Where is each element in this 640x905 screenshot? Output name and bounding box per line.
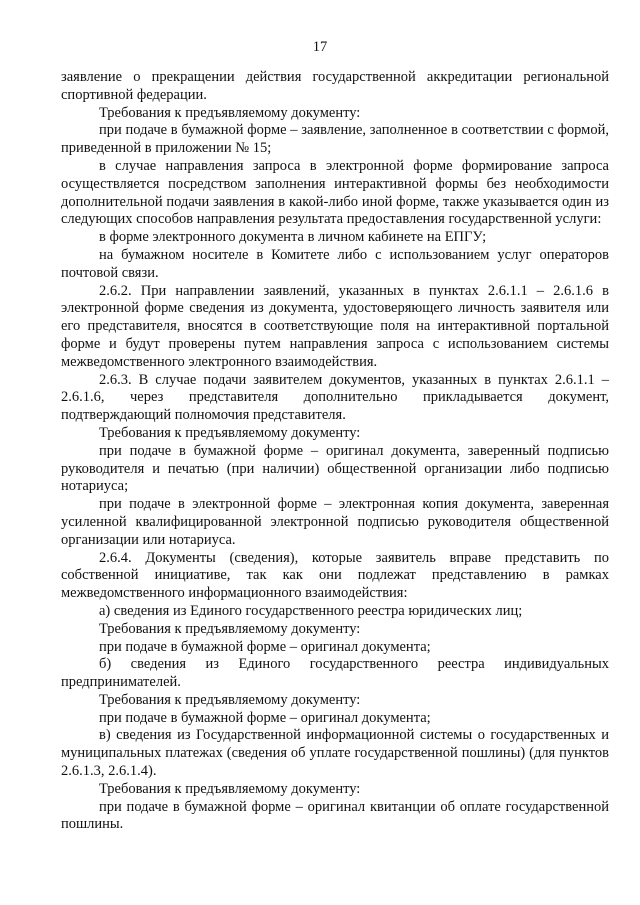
paragraph: б) сведения из Единого государственного реестра индивидуальных предпринимателей. — [61, 656, 609, 691]
paragraph: 2.6.4. Документы (сведения), которые заявитель вправе представить по собственной инициативе, так как они подлежат представлению в рамках межведомственного информационного взаимодействия: — [61, 549, 609, 602]
paragraph: 2.6.2. При направлении заявлений, указанных в пунктах 2.6.1.1 – 2.6.1.6 в электронной форме сведения из документа, удостоверяющего личность заявителя или его представителя, вносятся в соответствующие поля на интерактивной портальной форме и будут проверены путем направления запроса с использованием системы межведомственного электронного взаимодействия. — [61, 282, 609, 370]
paragraph: при подаче в электронной форме – электронная копия документа, заверенная усиленной квалифицированной электронной подписью руководителя общественной организации или нотариуса. — [61, 496, 609, 548]
paragraph: в) сведения из Государственной информационной системы о государственных и муниципальных платежах (сведения об уплате государственной пошлины) (для пунктов 2.6.1.3, 2.6.1.4). — [61, 727, 609, 780]
page-number: 17 — [312, 39, 328, 55]
paragraph: Требования к предъявляемому документу: — [99, 691, 361, 708]
paragraph: 2.6.3. В случае подачи заявителем документов, указанных в пунктах 2.6.1.1 – 2.6.1.6, через представителя дополнительно прикладывается документ, подтверждающий полномочия представителя. — [61, 371, 609, 424]
paragraph: на бумажном носителе в Комитете либо с использованием услуг операторов почтовой связи. — [61, 246, 609, 281]
paragraph: при подаче в бумажной форме – оригинал квитанции об оплате государственной пошлины. — [61, 798, 609, 833]
document-body — [61, 69, 609, 834]
paragraph: в случае направления запроса в электронной форме формирование запроса осуществляется посредством заполнения интерактивной формы без необходимости дополнительной подачи заявления в какой-либо иной форме, также указывается один из следующих способов направления результата предоставления государственной услуги: — [61, 157, 609, 228]
paragraph: при подаче в бумажной форме – оригинал документа, заверенный подписью руководителя и печатью (при наличии) общественной организации либо подписью нотариуса; — [61, 442, 609, 495]
paragraph: при подаче в бумажной форме – заявление, заполненное в соответствии с формой, приведенной в приложении № 15; — [61, 122, 609, 157]
paragraph: Требования к предъявляемому документу: — [99, 620, 361, 637]
paragraph: в форме электронного документа в личном кабинете на ЕПГУ; — [99, 229, 487, 246]
paragraph: Требования к предъявляемому документу: — [99, 104, 361, 121]
paragraph: Требования к предъявляемому документу: — [99, 780, 361, 797]
paragraph: а) сведения из Единого государственного реестра юридических лиц; — [99, 602, 523, 619]
paragraph: заявление о прекращении действия государственной аккредитации региональной спортивной федерации. — [61, 69, 609, 103]
paragraph: при подаче в бумажной форме – оригинал документа; — [99, 638, 431, 655]
paragraph: Требования к предъявляемому документу: — [99, 424, 361, 441]
paragraph: при подаче в бумажной форме – оригинал документа; — [99, 709, 431, 726]
